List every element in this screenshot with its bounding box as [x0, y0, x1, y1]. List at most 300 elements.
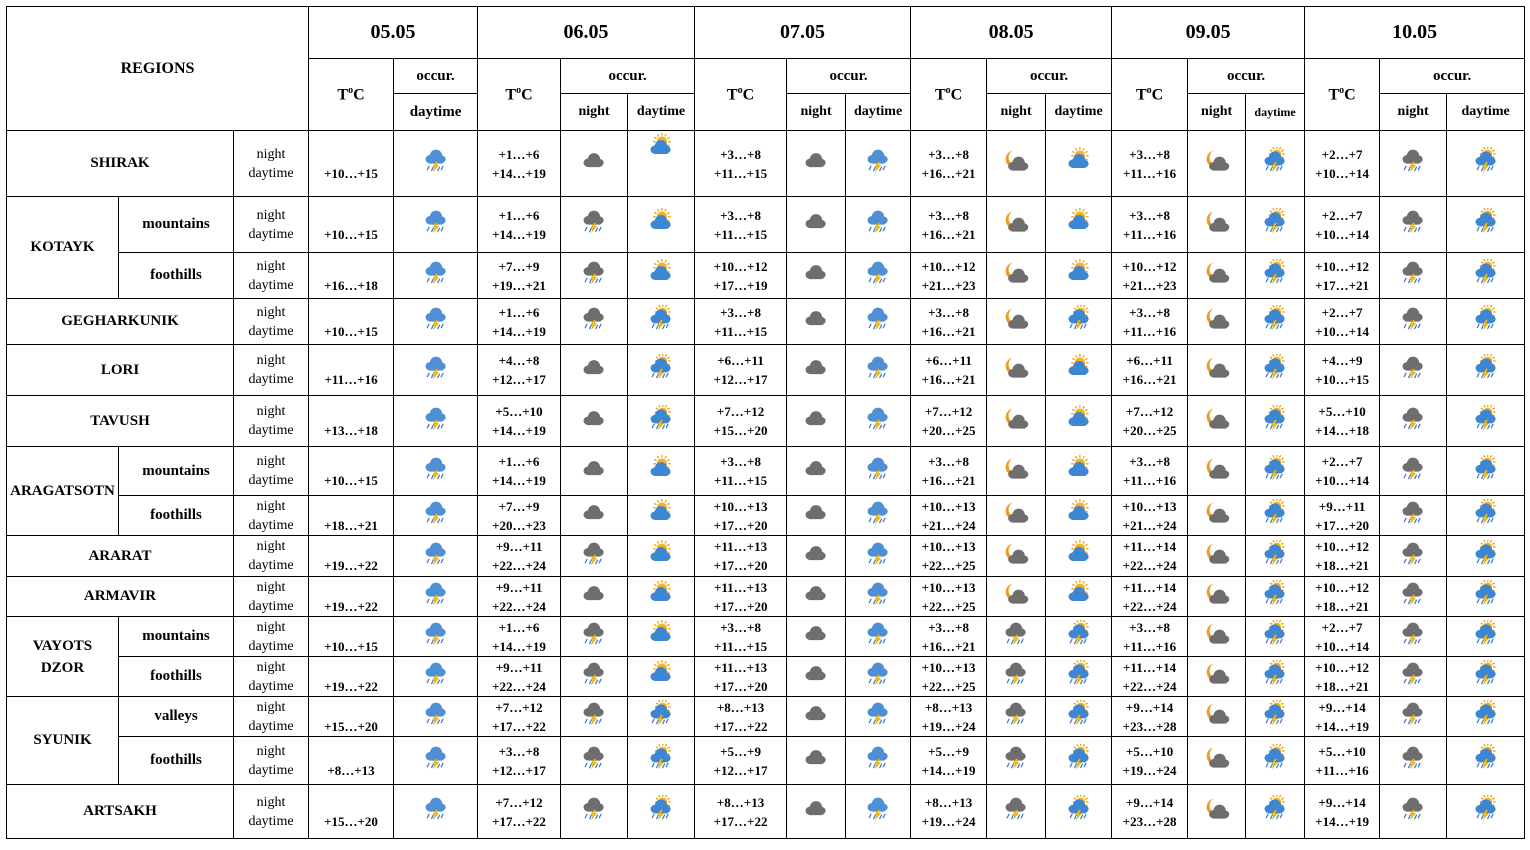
rain-thunder-cloud-icon: [864, 208, 892, 236]
night-daytime-label: [234, 496, 309, 536]
sun-rain-thunder-icon: [647, 354, 675, 382]
temperature-cell: [695, 536, 787, 577]
dark-cloud-icon: [802, 147, 830, 175]
night-temp: +3…+8: [720, 304, 761, 320]
weather-cell: [1380, 657, 1447, 697]
weather-cell: [787, 737, 846, 785]
weather-cell: [1188, 447, 1246, 496]
weather-cell: [1380, 785, 1447, 839]
temperature-cell: [695, 697, 787, 737]
weather-cell: [987, 536, 1046, 577]
night-temp: +6…+11: [1126, 353, 1173, 368]
date-header-3: 07.05: [695, 7, 911, 59]
night-temp: +7…+12: [495, 699, 543, 715]
rain-thunder-cloud-icon: [864, 354, 892, 382]
temperature-cell: [478, 396, 561, 447]
night-temp: [309, 698, 393, 717]
weather-cell: [1046, 197, 1112, 253]
dark-cloud-icon: [580, 580, 608, 608]
sun-rain-thunder-icon: [1261, 305, 1289, 333]
temperature-cell: [1305, 131, 1380, 197]
moon-cloud-icon: [1002, 540, 1030, 568]
day-temp: +10…+15: [324, 165, 378, 181]
night-temp: +10…+12: [1122, 258, 1177, 274]
night-temp: +10…+12: [713, 258, 768, 274]
weather-cell: [561, 697, 628, 737]
subregion-name: mountains: [119, 447, 234, 496]
night-daytime-label: [234, 447, 309, 496]
temperature-cell: [1305, 657, 1380, 697]
sun-behind-cloud-icon: [647, 455, 675, 483]
temperature-cell: [695, 447, 787, 496]
weather-cell: [1246, 657, 1305, 697]
night-temp: [309, 658, 393, 677]
dark-cloud-icon: [802, 305, 830, 333]
day-temp: +22…+25: [921, 678, 976, 694]
sun-behind-cloud-icon: [1065, 580, 1093, 608]
daytime-header: daytime: [394, 94, 478, 131]
rain-thunder-cloud-icon: [422, 259, 450, 287]
moon-cloud-icon: [1002, 259, 1030, 287]
weather-cell: [394, 617, 478, 657]
weather-cell: [846, 657, 911, 697]
sun-rain-thunder-icon: [1472, 795, 1500, 823]
occur-header: occur.: [787, 59, 911, 94]
temperature-cell: [1305, 253, 1380, 299]
weather-cell: [561, 536, 628, 577]
weather-cell: [787, 657, 846, 697]
weather-cell: [1447, 657, 1525, 697]
temperature-cell: [911, 496, 987, 536]
weather-cell: [1188, 657, 1246, 697]
temperature-cell: [911, 657, 987, 697]
date-header-6: 10.05: [1305, 7, 1525, 59]
temperature-cell: [478, 496, 561, 536]
table-row: [7, 785, 1525, 839]
sun-behind-cloud-icon: [1065, 354, 1093, 382]
dark-thunder-cloud-icon: [1002, 620, 1030, 648]
temperature-cell: [1305, 496, 1380, 536]
day-temp: +21…+24: [921, 517, 976, 533]
moon-cloud-icon: [1203, 208, 1231, 236]
region-name-text: VAYOTS DZOR: [32, 637, 93, 676]
moon-cloud-icon: [1203, 700, 1231, 728]
weather-cell: [1246, 536, 1305, 577]
dark-thunder-cloud-icon: [1399, 455, 1427, 483]
day-temp: +22…+24: [492, 598, 546, 614]
night-temp: +5…+9: [928, 743, 969, 759]
night-temp: +3…+8: [928, 146, 969, 162]
day-temp: +10…+14: [1315, 226, 1369, 242]
day-temp: +10…+14: [1315, 323, 1369, 339]
sun-rain-thunder-icon: [647, 795, 675, 823]
day-temp: +11…+16: [1123, 638, 1177, 654]
region-name: KOTAYK: [7, 197, 119, 299]
temp-header: [695, 59, 787, 131]
temperature-cell: [478, 785, 561, 839]
region-name: [7, 617, 119, 697]
dark-thunder-cloud-icon: [1002, 700, 1030, 728]
weather-cell: [846, 496, 911, 536]
night-temp: +11…+14: [1123, 659, 1177, 675]
night-header: night: [987, 94, 1046, 131]
daytime-label: daytime: [248, 226, 294, 242]
region-name: GEGHARKUNIK: [7, 299, 234, 345]
weather-cell: [1188, 345, 1246, 396]
temp-unit: C: [521, 86, 533, 104]
night-temp: +11…+13: [713, 539, 768, 554]
weather-cell: [394, 131, 478, 197]
day-temp: +13…+18: [324, 423, 378, 438]
night-daytime-label: [234, 253, 309, 299]
temperature-cell: [695, 396, 787, 447]
day-temp: +14…+19: [492, 423, 546, 438]
temperature-cell: [911, 299, 987, 345]
night-temp: +4…+8: [498, 353, 540, 368]
night-temp: +2…+7: [1321, 207, 1363, 223]
table-row: [7, 253, 1525, 299]
night-temp: [309, 257, 393, 276]
night-temp: +3…+8: [928, 304, 969, 320]
temperature-cell: [1112, 345, 1188, 396]
temp-sup: o: [1339, 84, 1345, 96]
rain-thunder-cloud-icon: [864, 540, 892, 568]
dark-thunder-cloud-icon: [1399, 620, 1427, 648]
night-temp: [309, 206, 393, 225]
weather-cell: [1380, 131, 1447, 197]
weather-cell: [628, 737, 695, 785]
weather-cell: [1046, 536, 1112, 577]
temperature-cell: [309, 345, 394, 396]
weather-cell: [846, 577, 911, 617]
temperature-cell: [911, 197, 987, 253]
temp-unit: C: [950, 86, 963, 104]
weather-cell: [1188, 536, 1246, 577]
night-temp: +10…+12: [1315, 539, 1369, 554]
night-temp: +9…+14: [1125, 794, 1174, 810]
day-temp: +20…+23: [492, 517, 546, 533]
day-temp: +11…+16: [324, 372, 378, 387]
day-temp: +16…+21: [921, 638, 976, 654]
night-temp: +3…+8: [720, 619, 761, 635]
daytime-header: daytime: [846, 94, 911, 131]
weather-cell: [1447, 617, 1525, 657]
sun-rain-thunder-icon: [1472, 305, 1500, 333]
temperature-cell: [1112, 496, 1188, 536]
temp-sup: o: [945, 84, 951, 96]
night-label: night: [256, 619, 286, 635]
night-label: night: [256, 743, 286, 759]
daytime-label: daytime: [248, 678, 294, 694]
sun-rain-thunder-icon: [647, 305, 675, 333]
day-temp: +17…+20: [713, 558, 768, 573]
sun-rain-thunder-icon: [1472, 405, 1500, 433]
daytime-label: daytime: [248, 813, 294, 829]
temperature-cell: [695, 131, 787, 197]
weather-cell: [1188, 253, 1246, 299]
day-temp: +10…+15: [324, 323, 378, 339]
temp-sup: o: [348, 84, 354, 96]
day-temp: +16…+21: [921, 323, 976, 339]
moon-cloud-icon: [1203, 540, 1231, 568]
temperature-cell: [695, 657, 787, 697]
weather-cell: [787, 345, 846, 396]
night-temp: +7…+12: [1125, 404, 1174, 419]
weather-cell: [1447, 697, 1525, 737]
sun-rain-thunder-icon: [1472, 744, 1500, 772]
rain-thunder-cloud-icon: [422, 208, 450, 236]
temperature-cell: [1305, 737, 1380, 785]
weather-cell: [1188, 197, 1246, 253]
night-temp: +5…+10: [495, 404, 543, 419]
regions-header: REGIONS: [7, 7, 309, 131]
sun-behind-cloud-icon: [647, 208, 675, 236]
night-temp: +10…+13: [921, 579, 976, 595]
sun-rain-thunder-icon: [1472, 208, 1500, 236]
rain-thunder-cloud-icon: [422, 499, 450, 527]
day-temp: +10…+15: [324, 638, 378, 654]
subregion-name: mountains: [119, 617, 234, 657]
weather-cell: [846, 197, 911, 253]
sun-rain-thunder-icon: [1261, 795, 1289, 823]
weather-cell: [1046, 617, 1112, 657]
region-name: LORI: [7, 345, 234, 396]
night-temp: [309, 351, 393, 370]
weather-cell: [1447, 197, 1525, 253]
day-temp: +18…+21: [1315, 678, 1369, 694]
weather-cell: [1188, 396, 1246, 447]
temp-sup: o: [1146, 84, 1152, 96]
dark-cloud-icon: [802, 405, 830, 433]
weather-cell: [1447, 396, 1525, 447]
night-temp: +11…+14: [1123, 539, 1177, 554]
occur-header: occur.: [561, 59, 695, 94]
table-row: [7, 536, 1525, 577]
moon-cloud-icon: [1203, 305, 1231, 333]
weather-cell: [1447, 447, 1525, 496]
weather-cell: [394, 197, 478, 253]
temperature-cell: [309, 253, 394, 299]
day-temp: +23…+28: [1122, 718, 1177, 734]
sun-behind-cloud-icon: [1065, 540, 1093, 568]
night-temp: [309, 497, 393, 516]
subregion-name: foothills: [119, 737, 234, 785]
weather-cell: [1246, 131, 1305, 197]
weather-cell: [628, 617, 695, 657]
daytime-label: daytime: [248, 423, 294, 438]
dark-thunder-cloud-icon: [580, 744, 608, 772]
moon-cloud-icon: [1203, 499, 1231, 527]
night-temp: +9…+11: [1318, 498, 1366, 514]
weather-cell: [1046, 496, 1112, 536]
night-daytime-label: [234, 577, 309, 617]
night-label: night: [256, 579, 286, 595]
weather-cell: [987, 617, 1046, 657]
weather-cell: [787, 299, 846, 345]
rain-thunder-cloud-icon: [864, 620, 892, 648]
day-temp: +17…+21: [1315, 277, 1369, 293]
temperature-cell: [1305, 785, 1380, 839]
night-label: night: [256, 794, 286, 810]
temperature-cell: [1305, 197, 1380, 253]
day-temp: +17…+20: [713, 517, 768, 533]
temperature-cell: [911, 697, 987, 737]
night-temp: +7…+12: [495, 794, 543, 810]
rain-thunder-cloud-icon: [422, 580, 450, 608]
weather-cell: [846, 253, 911, 299]
night-temp: +8…+13: [716, 699, 765, 715]
weather-cell: [561, 577, 628, 617]
sun-rain-thunder-icon: [1065, 795, 1093, 823]
region-name: ARARAT: [7, 536, 234, 577]
weather-cell: [628, 447, 695, 496]
weather-cell: [987, 785, 1046, 839]
night-temp: +10…+13: [921, 659, 976, 675]
night-daytime-label: [234, 396, 309, 447]
daytime-label: daytime: [248, 277, 294, 293]
day-temp: +14…+19: [492, 473, 546, 488]
temperature-cell: [1112, 536, 1188, 577]
temperature-cell: [1112, 657, 1188, 697]
rain-thunder-cloud-icon: [864, 305, 892, 333]
sun-rain-thunder-icon: [1261, 580, 1289, 608]
dark-cloud-icon: [802, 620, 830, 648]
temperature-cell: [478, 253, 561, 299]
day-temp: +19…+22: [324, 598, 378, 614]
rain-thunder-cloud-icon: [864, 499, 892, 527]
temp-label: T: [337, 86, 349, 104]
temperature-cell: [911, 447, 987, 496]
weather-cell: [1447, 496, 1525, 536]
temp-label: T: [1135, 86, 1147, 104]
weather-cell: [561, 299, 628, 345]
night-temp: +3…+8: [498, 743, 540, 759]
weather-cell: [1447, 577, 1525, 617]
day-temp: +19…+21: [492, 277, 546, 293]
daytime-label: daytime: [248, 165, 294, 181]
temperature-cell: [695, 345, 787, 396]
day-temp: +21…+24: [1122, 517, 1177, 533]
night-daytime-label: [234, 617, 309, 657]
sun-behind-cloud-icon: [647, 580, 675, 608]
temperature-cell: [695, 737, 787, 785]
weather-cell: [987, 299, 1046, 345]
day-temp: +15…+20: [713, 423, 768, 438]
night-temp: +10…+13: [1122, 498, 1177, 514]
night-temp: [309, 452, 393, 471]
night-temp: +6…+11: [925, 353, 972, 368]
weather-cell: [1246, 737, 1305, 785]
weather-cell: [787, 496, 846, 536]
temperature-cell: [695, 577, 787, 617]
night-temp: +5…+10: [1318, 743, 1366, 759]
moon-cloud-icon: [1002, 580, 1030, 608]
dark-cloud-icon: [580, 499, 608, 527]
day-temp: +11…+15: [713, 473, 768, 488]
dark-thunder-cloud-icon: [580, 540, 608, 568]
sun-behind-cloud-icon: [647, 660, 675, 688]
temperature-cell: [911, 345, 987, 396]
occur-header: occur.: [1380, 59, 1525, 94]
weather-cell: [846, 447, 911, 496]
weather-cell: [1380, 496, 1447, 536]
day-temp: +11…+16: [1123, 323, 1177, 339]
day-temp: +19…+24: [921, 718, 976, 734]
weather-cell: [987, 577, 1046, 617]
weather-cell: [628, 253, 695, 299]
night-temp: +7…+12: [716, 404, 765, 419]
day-temp: +11…+16: [1123, 226, 1177, 242]
region-name: TAVUSH: [7, 396, 234, 447]
sun-rain-thunder-icon: [1472, 660, 1500, 688]
rain-thunder-cloud-icon: [864, 744, 892, 772]
night-temp: +10…+13: [921, 498, 976, 514]
day-temp: +14…+19: [492, 165, 546, 181]
rain-thunder-cloud-icon: [422, 620, 450, 648]
night-temp: +3…+8: [1129, 146, 1170, 162]
weather-cell: [1246, 197, 1305, 253]
temp-label: T: [934, 86, 946, 104]
dark-cloud-icon: [580, 147, 608, 175]
temperature-cell: [478, 737, 561, 785]
day-temp: +22…+25: [921, 598, 976, 614]
daytime-header: daytime: [1246, 94, 1305, 131]
day-temp: +12…+17: [713, 372, 768, 387]
sun-behind-cloud-icon: [1065, 208, 1093, 236]
dark-cloud-icon: [802, 795, 830, 823]
rain-thunder-cloud-icon: [422, 795, 450, 823]
night-daytime-label: [234, 299, 309, 345]
weather-cell: [987, 345, 1046, 396]
sun-behind-cloud-icon: [1065, 147, 1093, 175]
weather-cell: [1246, 396, 1305, 447]
dark-thunder-cloud-icon: [1399, 499, 1427, 527]
rain-thunder-cloud-icon: [422, 660, 450, 688]
weather-cell: [1246, 697, 1305, 737]
day-temp: +12…+17: [713, 762, 768, 778]
temperature-cell: [695, 617, 787, 657]
weather-cell: [846, 617, 911, 657]
day-temp: +16…+21: [921, 165, 976, 181]
dark-thunder-cloud-icon: [580, 795, 608, 823]
sun-rain-thunder-icon: [1472, 499, 1500, 527]
temperature-cell: [478, 657, 561, 697]
rain-thunder-cloud-icon: [422, 455, 450, 483]
weather-cell: [561, 737, 628, 785]
forecast-table: [6, 6, 1525, 839]
table-row: [7, 447, 1525, 496]
temperature-cell: [1112, 197, 1188, 253]
weather-cell: [1046, 131, 1112, 197]
temperature-cell: [309, 131, 394, 197]
temperature-cell: [911, 536, 987, 577]
table-row: [7, 131, 1525, 197]
weather-cell: [987, 447, 1046, 496]
moon-cloud-icon: [1002, 405, 1030, 433]
sun-rain-thunder-icon: [1065, 620, 1093, 648]
date-header-5: 09.05: [1112, 7, 1305, 59]
temperature-cell: [1112, 253, 1188, 299]
table-row: [7, 737, 1525, 785]
region-name: SHIRAK: [7, 131, 234, 197]
sun-behind-cloud-icon: [1065, 455, 1093, 483]
day-temp: +14…+19: [1315, 718, 1369, 734]
moon-cloud-icon: [1002, 499, 1030, 527]
temperature-cell: [309, 697, 394, 737]
date-header-2: 06.05: [478, 7, 695, 59]
moon-cloud-icon: [1203, 354, 1231, 382]
temperature-cell: [478, 697, 561, 737]
